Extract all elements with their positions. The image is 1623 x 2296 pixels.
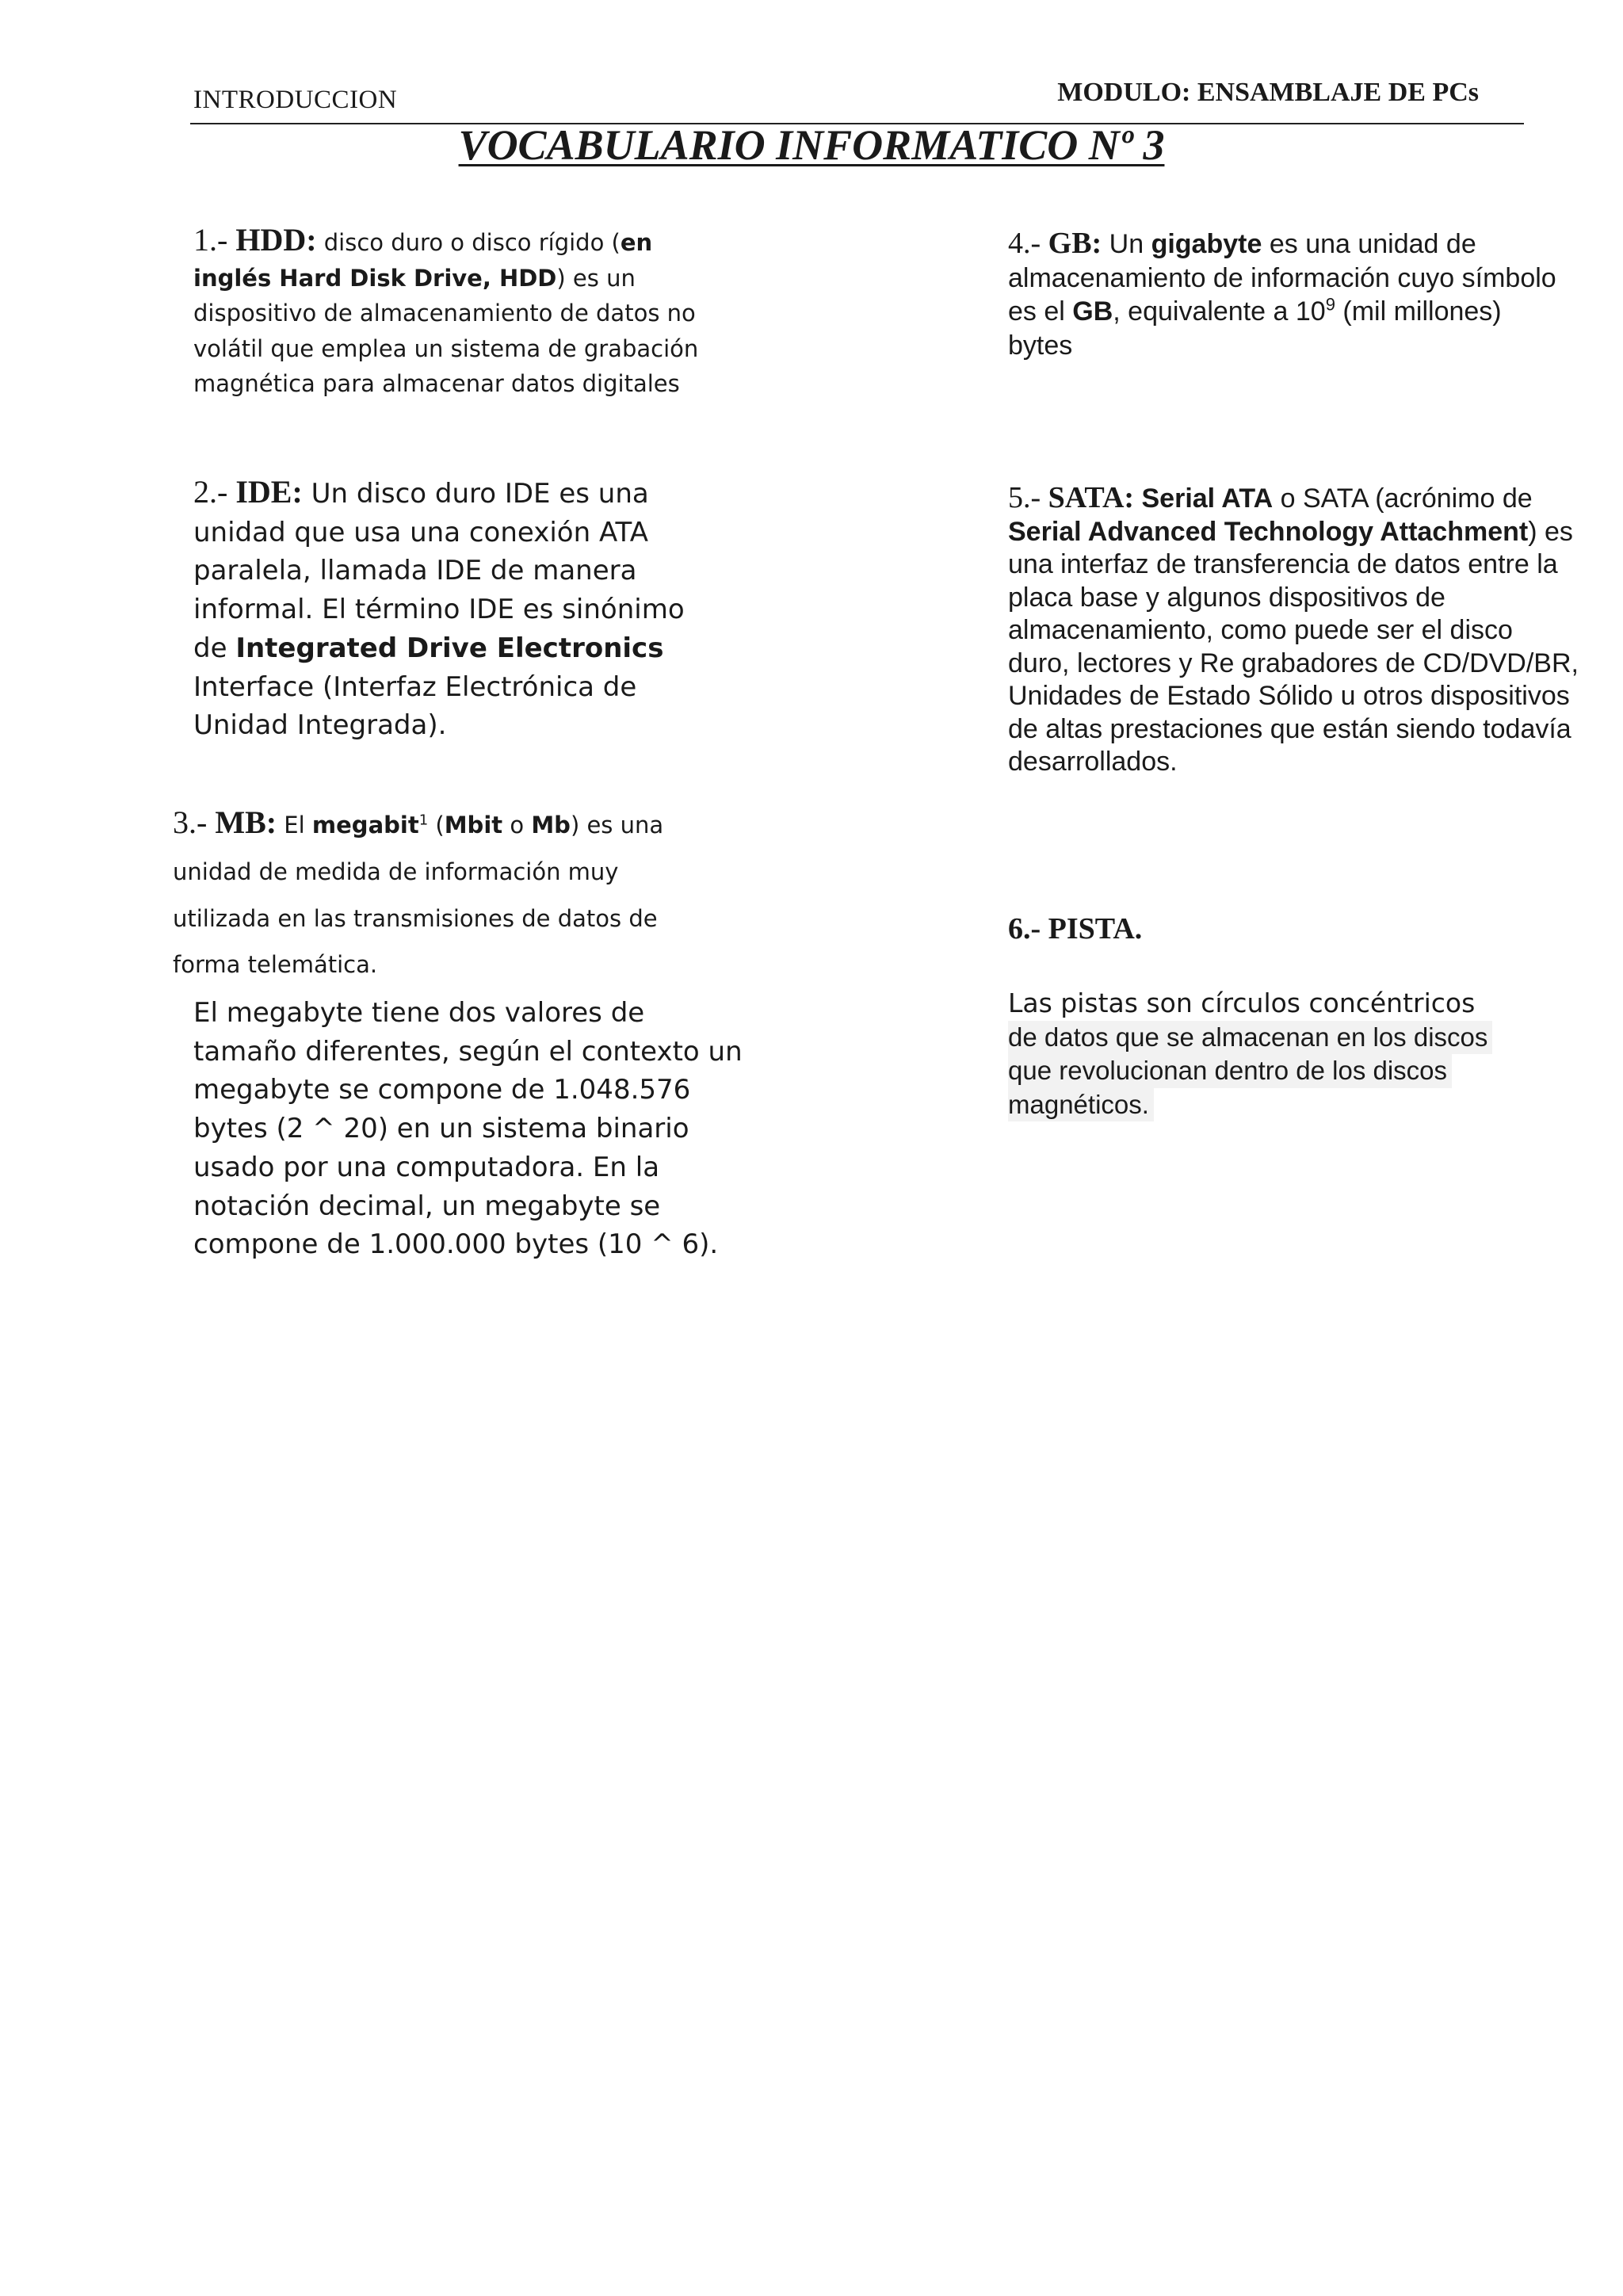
highlighted-text: de datos que se almacenan en los discos	[1008, 1021, 1492, 1055]
entry-number: 1.-	[193, 222, 236, 258]
entry-text: El	[277, 812, 312, 839]
entry-text: disco duro o disco rígido (	[316, 229, 621, 256]
exponent: 9	[1325, 294, 1335, 315]
entry-number: 3.-	[173, 804, 216, 840]
entry-term: IDE:	[235, 474, 303, 510]
entry-hdd	[193, 223, 701, 402]
header-left: INTRODUCCION	[193, 86, 398, 114]
entry-text: ) es un dispositivo de almacenamiento de datos no volátil que emplea un sistema de grabación magnética para almacenar datos digitales	[193, 264, 699, 397]
footnote-marker[interactable]: 1	[418, 812, 429, 829]
entry-text: o SATA (acrónimo de	[1273, 483, 1533, 514]
entry-term: HDD:	[235, 222, 317, 258]
highlighted-text: magnéticos.	[1008, 1088, 1154, 1122]
entry-pista-heading: 6.- PISTA.	[1008, 912, 1143, 946]
entry-term: SATA:	[1048, 481, 1135, 514]
entry-number: 5.-	[1008, 481, 1048, 514]
entry-bold-text: Mb	[531, 812, 571, 839]
entry-bold-text: Mbit	[444, 812, 503, 839]
entry-number: 2.-	[193, 474, 236, 510]
entry-bold-text: Integrated Drive Electronics	[235, 632, 664, 664]
header-right: MODULO: ENSAMBLAJE DE PCs	[1057, 78, 1479, 107]
entry-text: es una unidad de almacenamiento de información cuyo símbolo es el	[1008, 229, 1556, 327]
entry-ide	[193, 473, 716, 745]
entry-text: Un	[1102, 229, 1151, 259]
entry-mb	[173, 800, 696, 988]
entry-text: (mil millones) bytes	[1008, 296, 1502, 361]
entry-text: ) es una unidad de medida de información muy utilizada en las transmisiones de datos de forma telemática.	[173, 812, 664, 979]
entry-bold-text: GB	[1072, 296, 1113, 327]
entry-bold-text: gigabyte	[1151, 229, 1262, 259]
highlighted-text: que revolucionan dentro de los discos	[1008, 1054, 1452, 1088]
entry-bold-text: en inglés Hard Disk Drive, HDD	[193, 229, 653, 292]
entry-text: Interface (Interfaz Electrónica de Unidad Integrada).	[193, 670, 637, 742]
entry-text: Un disco duro IDE es una unidad que usa una conexión ATA paralela, llamada IDE de manera informal. El término IDE es sinónimo de	[193, 478, 685, 664]
entry-mb-extra: El megabyte tiene dos valores de tamaño diferentes, según el contexto un megabyte se compone de 1.048.576 bytes (2 ^ 20) en un sistema binario usado por una computadora. En la notación decimal, un megabyte se compone de 1.000.000 bytes (10 ^ 6).	[193, 997, 743, 1261]
entry-text: o	[502, 812, 532, 839]
entry-term: GB:	[1048, 227, 1102, 260]
entry-number: 4.-	[1008, 227, 1048, 260]
entry-bold-text: Serial Advanced Technology Attachment	[1008, 516, 1529, 547]
entry-text: Las pistas son círculos concéntricos	[1008, 988, 1476, 1018]
entry-sata	[1008, 482, 1579, 779]
entry-pista	[1008, 987, 1579, 1121]
entry-term: MB:	[215, 804, 277, 840]
entry-text	[1134, 483, 1141, 514]
entry-bold-text: megabit	[311, 812, 419, 839]
page-title	[0, 120, 1623, 170]
entry-bold-text: Serial ATA	[1141, 483, 1274, 514]
entry-text: , equivalente a 10	[1113, 296, 1326, 327]
page-title-text: VOCABULARIO INFORMATICO Nº 3	[458, 121, 1165, 169]
entry-gb	[1008, 227, 1563, 362]
entry-text: (	[428, 812, 445, 839]
entry-text: ) es una interfaz de transferencia de datos entre la placa base y algunos dispositivos de almacenamiento, como puede ser el disco duro, lectores y Re grabadores de CD/DVD/BR, Unidades de Estado Sólido u otros dispositivos de altas prestaciones que están siendo todavía desarrollados.	[1008, 516, 1579, 777]
